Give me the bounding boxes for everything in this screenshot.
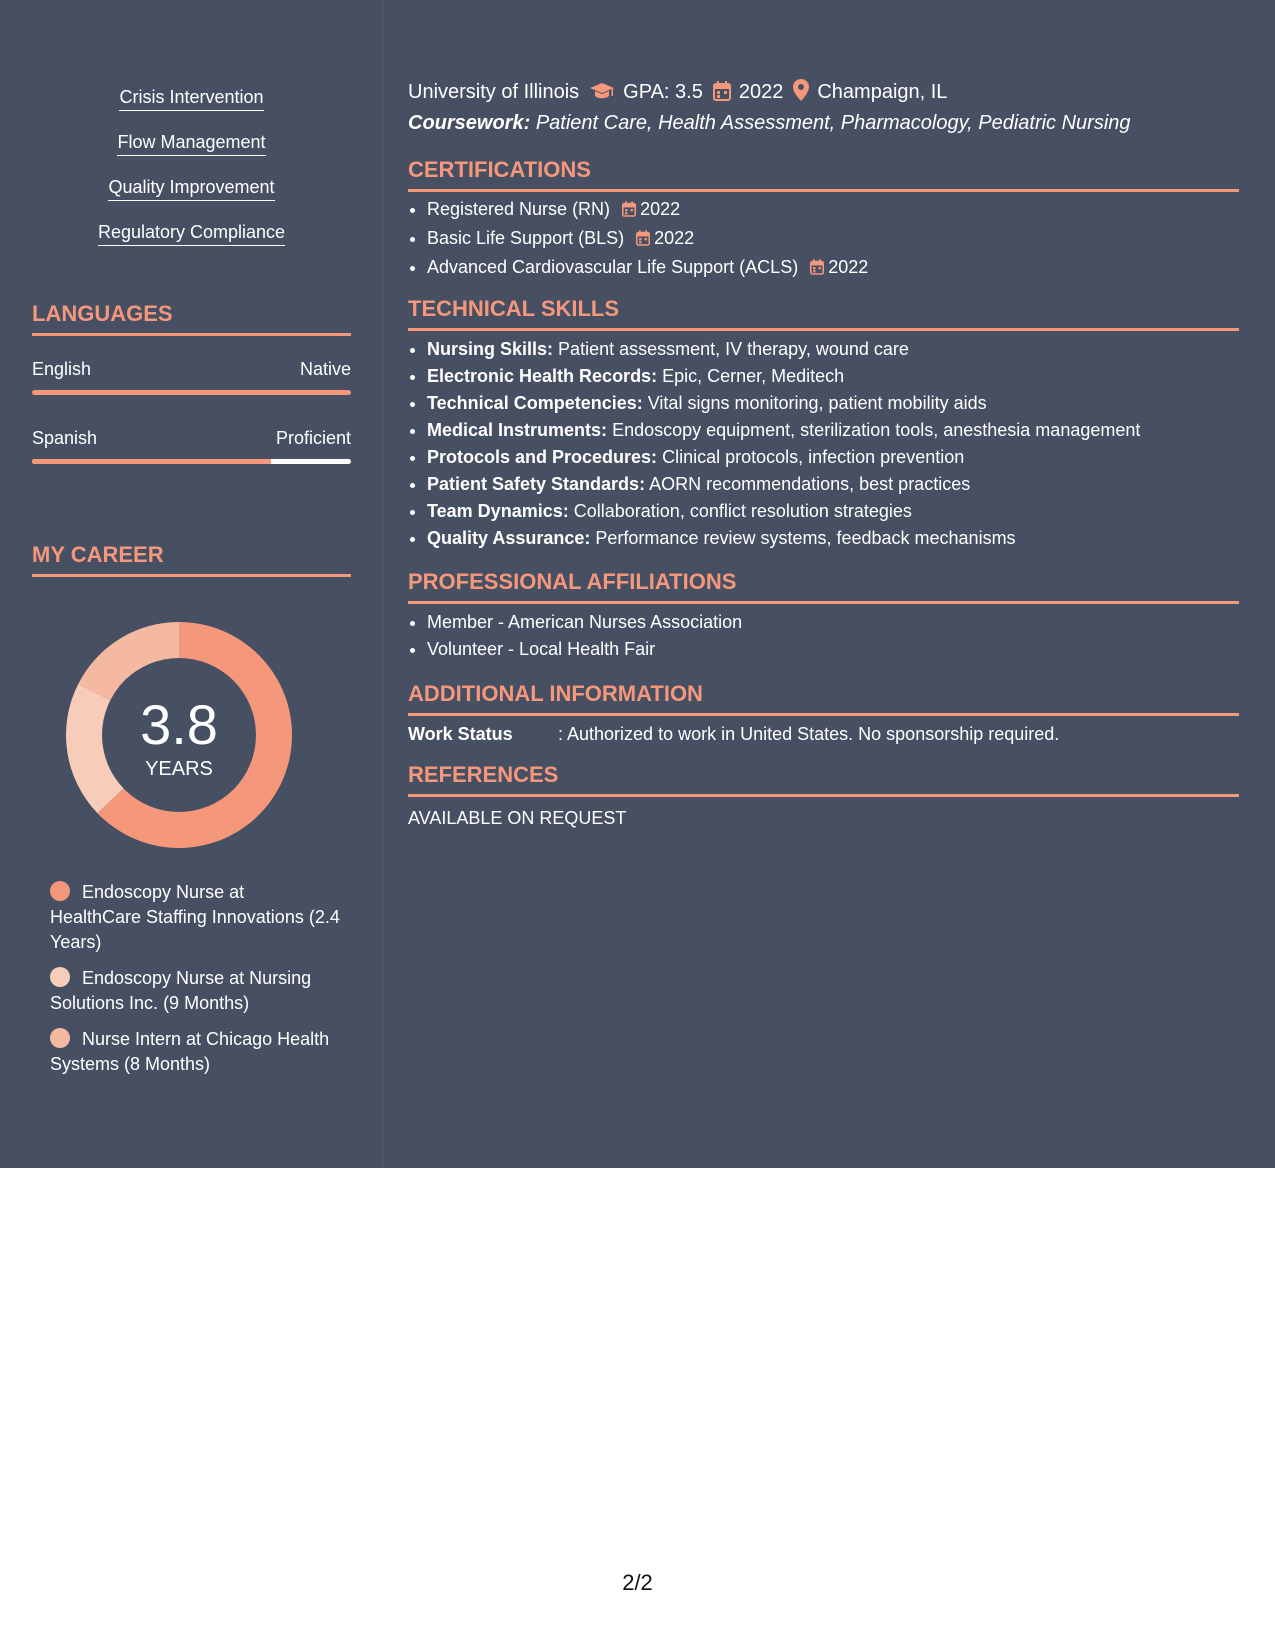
career-heading: MY CAREER	[32, 542, 351, 577]
career-legend-label: Endoscopy Nurse at HealthCare Staffing Innovations (2.4 Years)	[50, 882, 340, 952]
graduation-year: 2022	[738, 81, 784, 103]
technical-skill-label: Patient Safety Standards:	[427, 474, 646, 494]
certification-name: Registered Nurse (RN)	[427, 199, 611, 219]
technical-skills-heading: TECHNICAL SKILLS	[408, 296, 1239, 331]
technical-skill-text: Performance review systems, feedback mechanisms	[595, 528, 1016, 548]
map-pin-icon	[793, 79, 809, 108]
skill-item	[32, 176, 351, 221]
legend-dot	[50, 881, 70, 901]
language-progress-bar	[32, 459, 351, 464]
technical-skill-label: Nursing Skills:	[427, 339, 554, 359]
certification-item	[427, 254, 1239, 283]
education-line	[408, 79, 947, 108]
coursework-text: Patient Care, Health Assessment, Pharmacology, Pediatric Nursing	[535, 112, 1131, 134]
certification-name: Advanced Cardiovascular Life Support (ACLS)	[427, 257, 799, 277]
career-legend-item	[50, 880, 340, 955]
language-progress-fill	[32, 390, 351, 395]
certification-year: 2022	[654, 228, 695, 248]
languages-heading: LANGUAGES	[32, 301, 351, 336]
technical-skill-label: Medical Instruments:	[427, 420, 608, 440]
page-number: 2/2	[622, 1570, 653, 1595]
technical-skill-text: Clinical protocols, infection prevention	[662, 447, 965, 467]
language-level: Native	[299, 359, 351, 379]
work-status-row	[408, 722, 1059, 746]
language-level: Proficient	[275, 428, 351, 448]
career-legend-label: Nurse Intern at Chicago Health Systems (8 Months)	[50, 1029, 330, 1074]
career-legend-label: Endoscopy Nurse at Nursing Solutions Inc. (9 Months)	[50, 968, 312, 1013]
references-heading: REFERENCES	[408, 762, 1239, 797]
calendar-icon	[810, 256, 824, 283]
technical-skill-text: Epic, Cerner, Meditech	[662, 366, 845, 386]
skill-item	[32, 86, 351, 131]
technical-skill-item	[427, 417, 1239, 444]
technical-skill-item	[427, 336, 1239, 363]
affiliation-item: • Volunteer - Local Health Fair	[427, 636, 1239, 663]
language-spanish	[32, 428, 351, 468]
coursework-label: Coursework:	[408, 112, 531, 134]
calendar-icon	[622, 198, 636, 225]
technical-skills-list	[408, 336, 1239, 552]
skills-list	[32, 86, 351, 266]
technical-skill-label: Protocols and Procedures:	[427, 447, 658, 467]
affiliation-item: • Member - American Nurses Association	[427, 609, 1239, 636]
technical-skill-item	[427, 363, 1239, 390]
certifications-heading: CERTIFICATIONS	[408, 157, 1239, 192]
technical-skill-text: Vital signs monitoring, patient mobility aids	[647, 393, 987, 413]
language-english	[32, 359, 351, 399]
work-status-text: : Authorized to work in United States. No sponsorship required.	[558, 724, 1060, 744]
skill-label: Flow Management	[117, 131, 265, 156]
technical-skill-text: Patient assessment, IV therapy, wound care	[558, 339, 909, 359]
language-progress-fill	[32, 459, 271, 464]
technical-skill-label: Quality Assurance:	[427, 528, 591, 548]
affiliations-list	[408, 609, 1239, 663]
technical-skill-label: Technical Competencies:	[427, 393, 643, 413]
references-text: AVAILABLE ON REQUEST	[408, 808, 627, 828]
career-total-value: 3.8	[140, 693, 218, 756]
coursework-line	[408, 110, 1131, 136]
technical-skill-item	[427, 471, 1239, 498]
technical-skill-text: Collaboration, conflict resolution strategies	[573, 501, 912, 521]
technical-skill-item	[427, 444, 1239, 471]
language-progress-bar	[32, 390, 351, 395]
calendar-icon	[636, 227, 650, 254]
skill-item	[32, 131, 351, 176]
skill-item	[32, 221, 351, 266]
gpa: GPA: 3.5	[623, 81, 703, 103]
technical-skill-text: AORN recommendations, best practices	[649, 474, 971, 494]
career-total-unit: YEARS	[145, 758, 213, 780]
technical-skill-item	[427, 525, 1239, 552]
skill-label: Crisis Intervention	[119, 86, 263, 111]
certification-year: 2022	[640, 199, 681, 219]
school-location: Champaign, IL	[817, 81, 948, 103]
legend-dot	[50, 967, 70, 987]
school-name: University of Illinois	[408, 81, 580, 103]
language-name: English	[32, 359, 92, 379]
technical-skill-text: Endoscopy equipment, sterilization tools, anesthesia management	[612, 420, 1141, 440]
certification-item	[427, 196, 1239, 225]
legend-dot	[50, 1028, 70, 1048]
skill-label: Regulatory Compliance	[98, 221, 285, 246]
career-legend-item	[50, 966, 340, 1016]
language-name: Spanish	[32, 428, 98, 448]
certification-name: Basic Life Support (BLS)	[427, 228, 625, 248]
certifications-list	[408, 196, 1239, 283]
calendar-icon	[713, 81, 731, 108]
technical-skill-label: Team Dynamics:	[427, 501, 569, 521]
additional-info-heading: ADDITIONAL INFORMATION	[408, 681, 1239, 716]
skill-label: Quality Improvement	[108, 176, 274, 201]
graduation-cap-icon	[589, 81, 615, 108]
career-donut-chart	[64, 620, 294, 850]
technical-skill-item	[427, 498, 1239, 525]
affiliations-heading: PROFESSIONAL AFFILIATIONS	[408, 569, 1239, 604]
technical-skill-label: Electronic Health Records:	[427, 366, 658, 386]
technical-skill-item	[427, 390, 1239, 417]
work-status-label: Work Status	[408, 724, 513, 744]
certification-item	[427, 225, 1239, 254]
career-legend	[50, 880, 340, 1088]
certification-year: 2022	[828, 257, 869, 277]
column-divider	[383, 0, 384, 1168]
career-legend-item	[50, 1027, 340, 1077]
